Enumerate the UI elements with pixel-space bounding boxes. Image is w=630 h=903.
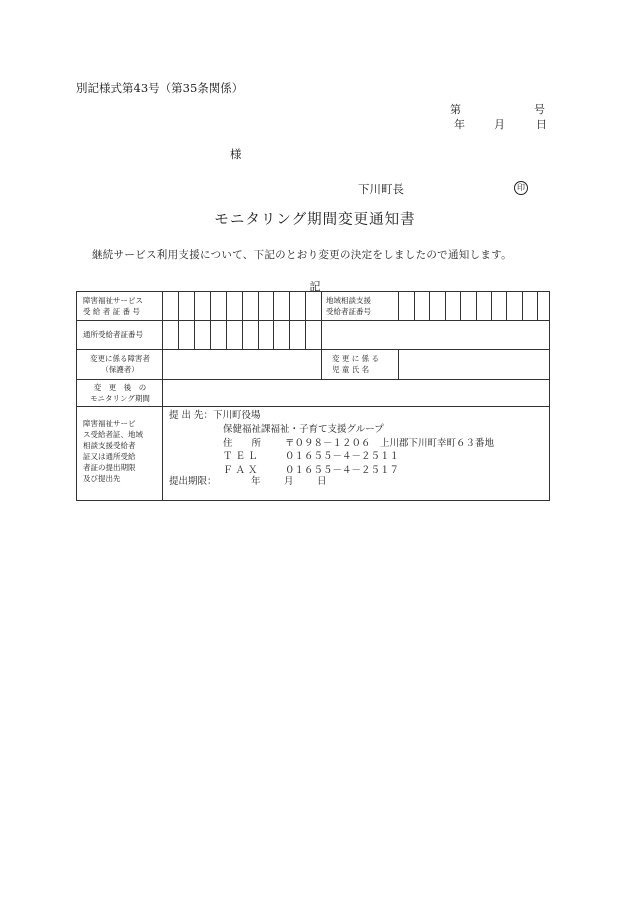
- digit-box-divider: [429, 292, 430, 320]
- digit-box-divider: [522, 292, 523, 320]
- address-label: 住 所: [223, 437, 262, 449]
- date-month: 月: [494, 118, 505, 131]
- digit-box-divider: [506, 292, 507, 320]
- digit-box-divider: [289, 292, 290, 349]
- address-value: 〒０９８－１２０６ 上川郡下川町幸町６３番地: [285, 437, 495, 449]
- submission-label-line: ス受給者証、地域: [83, 430, 143, 439]
- fax-value: ０１６５５－４－２５１７: [285, 464, 400, 476]
- digit-box-divider: [210, 292, 211, 349]
- daycare-cert-label: 通所受給者証番号: [83, 330, 143, 339]
- submission-label-line: 証又は通所受給: [83, 452, 136, 461]
- child-name-label: 変 更 に 係 る 児 童 氏 名: [332, 354, 380, 374]
- digit-box-divider: [258, 292, 259, 349]
- intro-text: 継続サービス利用支援について、下記のとおり変更の決定をしましたので通知します。: [92, 249, 512, 261]
- submit-to-line: 提 出 先：下川町役場: [169, 410, 261, 421]
- notification-form-table: [76, 291, 550, 501]
- digit-box-divider: [178, 292, 179, 349]
- department-name: 保健福祉課福祉・子育て支援グループ: [223, 424, 384, 435]
- deadline-line: 提出期限： 年 月 日: [169, 476, 327, 487]
- disabled-person-label: 変更に係る障害者 （保護者）: [90, 354, 150, 374]
- form-code: 別記様式第43号（第35条関係）: [76, 81, 244, 95]
- digit-box-divider: [194, 292, 195, 349]
- digit-box-divider: [226, 292, 227, 349]
- submission-label-line: 者証の提出期限: [83, 463, 136, 472]
- digit-box-divider: [242, 292, 243, 349]
- number-prefix: 第: [450, 103, 461, 116]
- digit-box-divider: [491, 292, 492, 320]
- number-suffix: 号: [534, 103, 545, 116]
- monitoring-period-label: 変 更 後 の モニタリング期間: [90, 383, 150, 403]
- community-consult-cert-label: 地域相談支援 受給者証番号: [326, 296, 371, 316]
- recipient-suffix: 様: [230, 147, 242, 161]
- date-year: 年: [454, 118, 465, 131]
- seal-mark: 印: [514, 181, 528, 195]
- ki-heading: 記: [309, 280, 321, 293]
- recipient-cert-label: 障害福祉サービス 受 給 者 証 番 号: [83, 296, 143, 316]
- digit-box-divider: [414, 292, 415, 320]
- digit-box-divider: [460, 292, 461, 320]
- submission-label-line: 及び提出先: [83, 474, 121, 483]
- document-title: モニタリング期間変更通知書: [214, 212, 416, 228]
- digit-box-divider: [476, 292, 477, 320]
- tel-value: ０１６５５－４－２５１１: [285, 451, 400, 463]
- digit-box-divider: [273, 292, 274, 349]
- submission-label-line: 相談支援受給者: [83, 441, 136, 450]
- tel-label: Ｔ Ｅ Ｌ: [223, 451, 258, 463]
- issuer-name: 下川町長: [358, 182, 404, 196]
- digit-box-divider: [537, 292, 538, 320]
- submission-label-line: 障害福祉サービ: [83, 419, 136, 428]
- date-day: 日: [536, 118, 547, 131]
- digit-box-divider: [305, 292, 306, 349]
- digit-box-divider: [445, 292, 446, 320]
- submission-deadline-label: [83, 418, 143, 484]
- fax-label: Ｆ Ａ Ｘ: [223, 464, 258, 476]
